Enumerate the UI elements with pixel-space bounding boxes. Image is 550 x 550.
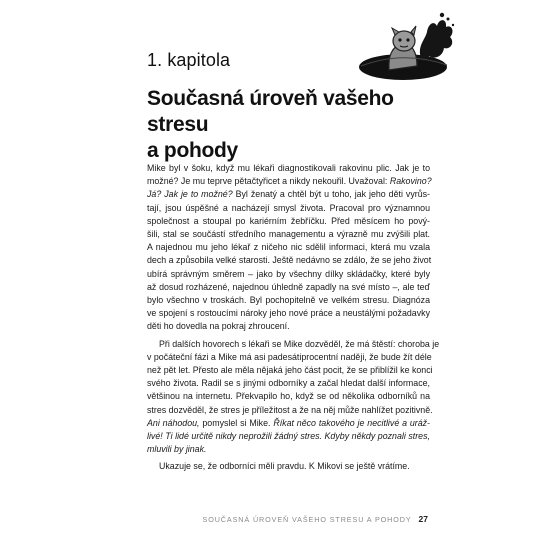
text-segment: možné? Je mu teprve pětačtyřicet a nikdy nekouřil. Uvažoval: xyxy=(147,176,390,187)
chapter-number: 1. kapitola xyxy=(147,50,231,70)
text-line xyxy=(147,294,430,307)
text-segment: stres dozvěděl, že stres je příležitost a že na něj může nahlížet pozitivně. xyxy=(147,404,433,415)
text-segment: ve spojení s rostoucími nároky jeho nové práce a neustálými požadavky xyxy=(147,308,430,319)
page-footer xyxy=(203,514,428,524)
text-segment: ubírá správným směrem – jako by všechny dílky skládačky, které byly xyxy=(147,268,430,279)
italic-text-segment: livé! Ti lidé určitě nikdy neprožili žádný stres. Kdyby někdy poznali stres, xyxy=(147,431,430,442)
text-segment: dech a způsobila velké starosti. Ještě nedávno se zdálo, že se jeho život xyxy=(147,255,432,266)
text-line xyxy=(147,202,430,215)
text-segment: děti ho dovedla na pokraj zhroucení. xyxy=(147,321,290,332)
text-line xyxy=(147,430,430,443)
text-segment: pomyslel si Mike. xyxy=(199,417,274,428)
text-line xyxy=(147,188,430,201)
text-segment: svého života. Radil se s jinými odborníky a začal hledat další informace, xyxy=(147,378,430,389)
text-line xyxy=(147,390,430,403)
text-line xyxy=(147,404,433,417)
text-segment: společnost a stoupal po kariérním žebříčku. Před měsícem ho pový- xyxy=(147,215,430,226)
text-segment: Byl ženatý a chtěl být u toho, jak jeho děti vyrůs- xyxy=(232,189,430,200)
text-line xyxy=(147,377,430,390)
text-line xyxy=(147,268,430,281)
text-segment: Při dalších hovorech s lékaři se Mike dozvěděl, že má štěstí: choroba je xyxy=(159,338,440,349)
text-line xyxy=(147,460,430,473)
text-segment: v počáteční fázi a Mike má asi padesátiprocentní naději, že bude žít déle xyxy=(147,351,432,362)
text-line xyxy=(147,320,430,333)
paragraph xyxy=(147,338,440,457)
text-line xyxy=(147,175,430,188)
text-line xyxy=(147,162,430,175)
italic-text-segment: mluvili by jinak. xyxy=(147,444,207,455)
running-head: SOUČASNÁ ÚROVEŇ VAŠEHO STRESU A POHODY xyxy=(202,515,412,524)
paragraph xyxy=(147,460,430,473)
character-peeking-from-hole-icon xyxy=(355,10,460,82)
text-segment: až dosud rozházené, najednou úhledně zapadly na své místo –, ale teď xyxy=(147,281,430,292)
text-line xyxy=(147,254,430,267)
italic-text-segment: Já? Jak je to možné? xyxy=(147,189,233,200)
text-segment: šili, stal se součástí středního managementu a výrazně mu zvýšili plat. xyxy=(147,229,430,240)
text-line xyxy=(147,215,430,228)
text-line xyxy=(147,228,430,241)
text-line xyxy=(147,443,430,456)
text-segment: Ukazuje se, že odborníci měli pravdu. K Mikovi se ještě vrátíme. xyxy=(159,461,410,472)
text-line xyxy=(147,364,433,377)
paragraph xyxy=(147,162,430,334)
text-line xyxy=(147,417,430,430)
italic-text-segment: Rakovino? xyxy=(389,176,432,187)
page-number: 27 xyxy=(418,514,428,524)
text-line xyxy=(147,281,430,294)
chapter-title-line: a pohody xyxy=(147,139,238,162)
text-line xyxy=(147,241,430,254)
chapter-title-line: Současná úroveň vašeho stresu xyxy=(147,87,394,136)
body-text xyxy=(147,162,440,474)
text-segment: Mike byl v šoku, když mu lékaři diagnostikovali rakovinu plic. Jak je to xyxy=(147,163,430,173)
text-segment: než pět let. Přesto ale měla nějaká jeho část pocit, že se přiblížil ke konci xyxy=(147,365,433,376)
chapter-title xyxy=(147,86,447,164)
text-line xyxy=(147,351,430,364)
text-segment: většinou na internetu. Překvapilo ho, když se od několika odborníků na xyxy=(147,391,430,402)
text-segment: A najednou mu jeho lékař z ničeho nic sdělil informaci, která mu vzala xyxy=(147,242,430,253)
text-line xyxy=(147,307,430,320)
italic-text-segment: Říkat něco takového je necitlivé a uráž- xyxy=(273,417,430,428)
text-line xyxy=(147,338,440,351)
italic-text-segment: Ani náhodou, xyxy=(147,417,200,428)
text-segment: bylo všechno v troskách. Byl pochopitelně ve velkém stresu. Diagnóza xyxy=(147,295,430,306)
text-segment: tají, jsou úspěšné a nacházejí smysl života. Pracoval pro významnou xyxy=(147,202,430,213)
